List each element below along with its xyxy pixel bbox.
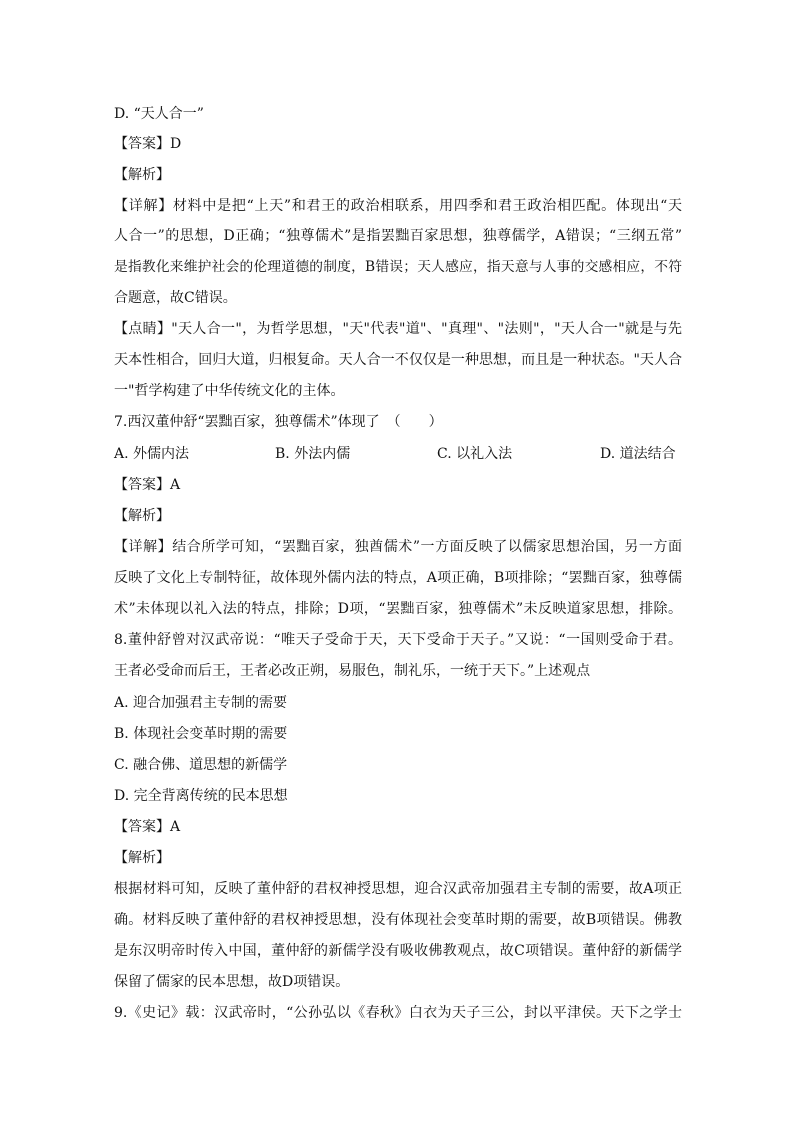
q8-analysis-line: 是东汉明帝时传入中国，董仲舒的新儒学没有吸收佛教观点，故C项错误。董仲舒的新儒学 (114, 943, 682, 959)
q8-answer: 【答案】A (114, 819, 181, 835)
q8-option-b: B. 体现社会变革时期的需要 (114, 726, 288, 742)
q7-detail-line: 术”未体现以礼入法的特点，排除；D项，“罢黜百家，独尊儒术”未反映道家思想，排除。 (114, 601, 682, 617)
q9-stem: 9.《史记》载：汉武帝时，“公孙弘以《春秋》白衣为天子三公，封以平津侯。天下之学士 (114, 1005, 682, 1021)
q7-answer: 【答案】A (114, 477, 181, 493)
q8-analysis-line: 保留了儒家的民本思想，故D项错误。 (114, 974, 350, 990)
q6-point-line: 天本性相合，回归大道，归根复命。天人合一不仅仅是一种思想，而且是一种状态。"天人合 (114, 352, 682, 368)
q6-detail-line: 合题意，故C错误。 (114, 290, 237, 306)
q8-option-c: C. 融合佛、道思想的新儒学 (114, 757, 288, 773)
q6-detail-line: 人合一”的思想，D正确；“独尊儒术”是指罢黜百家思想，独尊儒学，A错误；“三纲五常” (114, 228, 682, 244)
q6-detail-line: 【详解】材料中是把“上天”和君王的政治相联系，用四季和君王政治相匹配。体现出“天 (114, 198, 682, 214)
q6-analysis-label: 【解析】 (114, 167, 170, 183)
q6-detail-line: 是指教化来维护社会的伦理道德的制度，B错误；天人感应，指天意与人事的交感相应，不符 (114, 259, 682, 275)
q6-answer: 【答案】D (114, 136, 182, 152)
q8-stem-line: 8.董仲舒曾对汉武帝说：“唯天子受命于天，天下受命于天子。”又说：“一国则受命于君。 (114, 632, 682, 648)
q7-option-b: B. 外法内儒 (275, 446, 351, 462)
q8-stem-line: 王者必受命而后王，王者必改正朔，易服色，制礼乐，一统于天下。”上述观点 (114, 663, 591, 679)
q7-detail-line: 反映了文化上专制特征，故体现外儒内法的特点，A项正确，B项排除；“罢黜百家，独尊儒 (114, 570, 682, 586)
q6-option-d: D. “天人合一” (114, 106, 204, 122)
q7-stem: 7.西汉董仲舒“罢黜百家，独尊儒术”体现了 （ ） (114, 414, 443, 430)
q8-option-d: D. 完全背离传统的民本思想 (114, 788, 288, 804)
q7-analysis-label: 【解析】 (114, 508, 170, 524)
q7-option-a: A. 外儒内法 (114, 446, 190, 462)
q8-analysis-line: 根据材料可知，反映了董仲舒的君权神授思想，迎合汉武帝加强君主专制的需要，故A项正 (114, 881, 682, 897)
q8-analysis-label: 【解析】 (114, 850, 170, 866)
q8-option-a: A. 迎合加强君主专制的需要 (114, 695, 288, 711)
q6-point-line: 一"哲学构建了中华传统文化的主体。 (114, 383, 345, 399)
q7-option-d: D. 道法结合 (600, 446, 676, 462)
q7-option-c: C. 以礼入法 (437, 446, 513, 462)
q8-analysis-line: 确。材料反映了董仲舒的君权神授思想，没有体现社会变革时期的需要，故B项错误。佛教 (114, 912, 682, 928)
q6-point-line: 【点睛】"天人合一"，为哲学思想，"天"代表"道"、"真理"、"法则"，"天人合一"就是与先 (114, 321, 682, 337)
q7-detail-line: 【详解】结合所学可知，“罢黜百家，独酋儒术”一方面反映了以儒家思想治国，另一方面 (114, 539, 682, 555)
